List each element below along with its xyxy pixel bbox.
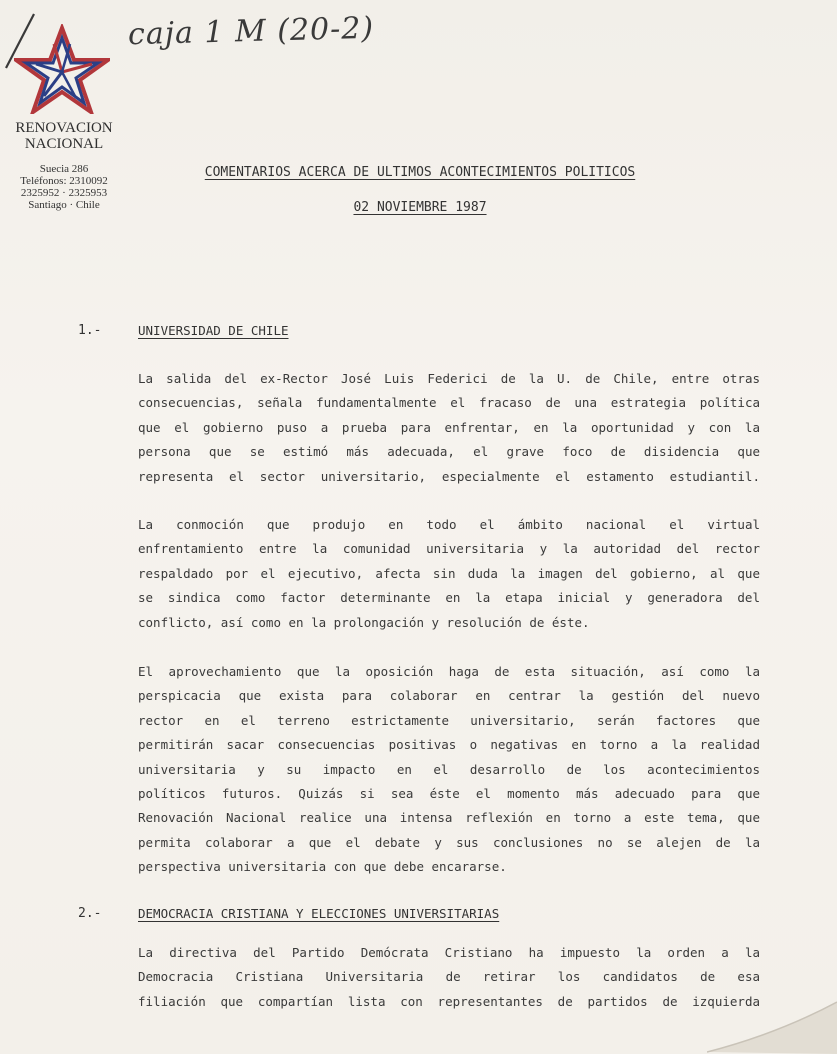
text-line: enfrentamiento entre la comunidad universitaria y la autoridad del rector: [138, 541, 760, 557]
star-logo: [14, 24, 110, 114]
section-heading: UNIVERSIDAD DE CHILE: [138, 323, 289, 338]
text-line: permitirán sacar consecuencias positivas o negativas en torno a la realidad: [138, 737, 760, 753]
text-line: universitaria y su impacto en el desarrollo de los acontecimientos: [138, 761, 760, 777]
org-name: [8, 120, 120, 152]
text-line: que el gobierno puso a prueba para enfrentar, en la oportunidad y con la: [138, 419, 760, 435]
text-line: rector en el terreno estrictamente universitario, serán factores que: [138, 712, 760, 728]
org-name-line2: NACIONAL: [24, 136, 104, 152]
text-line: perspicacia que exista para colaborar en centrar la gestión del nuevo: [138, 688, 760, 704]
paragraph: [138, 941, 760, 1014]
handwritten-note: caja 1 M (20-2): [127, 10, 375, 53]
text-line: respaldado por el ejecutivo, afecta sin duda la imagen del gobierno, al que: [138, 565, 760, 581]
paragraph: [138, 367, 760, 489]
document-date: 02 NOVIEMBRE 1987: [353, 200, 487, 215]
text-line: Renovación Nacional realice una intensa reflexión en torno a este tema, que: [138, 810, 760, 826]
paragraph: [138, 660, 760, 880]
text-line: La conmoción que produjo en todo el ámbito nacional el virtual: [138, 517, 760, 532]
page-corner-curl: [707, 964, 837, 1054]
address-line: Santiago · Chile: [28, 199, 100, 211]
section-number: 2.-: [78, 906, 102, 921]
text-line: filiación que compartían lista con representantes de partidos de izquierda: [138, 993, 760, 1009]
text-line: perspectiva universitaria con que debe encararse.: [138, 859, 507, 875]
address-line: Suecia 286: [39, 163, 89, 175]
text-line: se sindica como factor determinante en la etapa inicial y generadora del: [138, 590, 760, 606]
address-line: Teléfonos: 2310092: [20, 175, 108, 187]
section-heading: DEMOCRACIA CRISTIANA Y ELECCIONES UNIVERSITARIAS: [138, 906, 500, 921]
text-line: Democracia Cristiana Universitaria de retirar los candidatos de esa: [138, 969, 760, 985]
section-number: 1.-: [78, 323, 102, 338]
text-line: La salida del ex-Rector José Luis Federici de la U. de Chile, entre otras: [138, 371, 760, 386]
document-title: COMENTARIOS ACERCA DE ULTIMOS ACONTECIMIENTOS POLITICOS: [204, 165, 636, 180]
org-address: [8, 163, 120, 211]
text-line: La directiva del Partido Demócrata Cristiano ha impuesto la orden a la: [138, 945, 760, 960]
text-line: persona que se estimó más adecuada, el grave foco de disidencia que: [138, 444, 760, 460]
text-line: consecuencias, señala fundamentalmente el fracaso de una estrategia política: [138, 395, 760, 411]
paragraph: [138, 513, 760, 635]
text-line: permita colaborar a que el debate y sus conclusiones no se alejen de la: [138, 834, 760, 850]
text-line: El aprovechamiento que la oposición haga de esta situación, así como la: [138, 664, 760, 679]
org-name-line1: RENOVACION: [15, 120, 113, 136]
text-line: representa el sector universitario, especialmente el estamento estudiantil.: [138, 468, 760, 484]
text-line: políticos futuros. Quizás si sea éste el momento más adecuado para que: [138, 786, 760, 802]
address-line: 2325952 · 2325953: [20, 187, 108, 199]
text-line: conflicto, así como en la prolongación y resolución de éste.: [138, 614, 590, 630]
